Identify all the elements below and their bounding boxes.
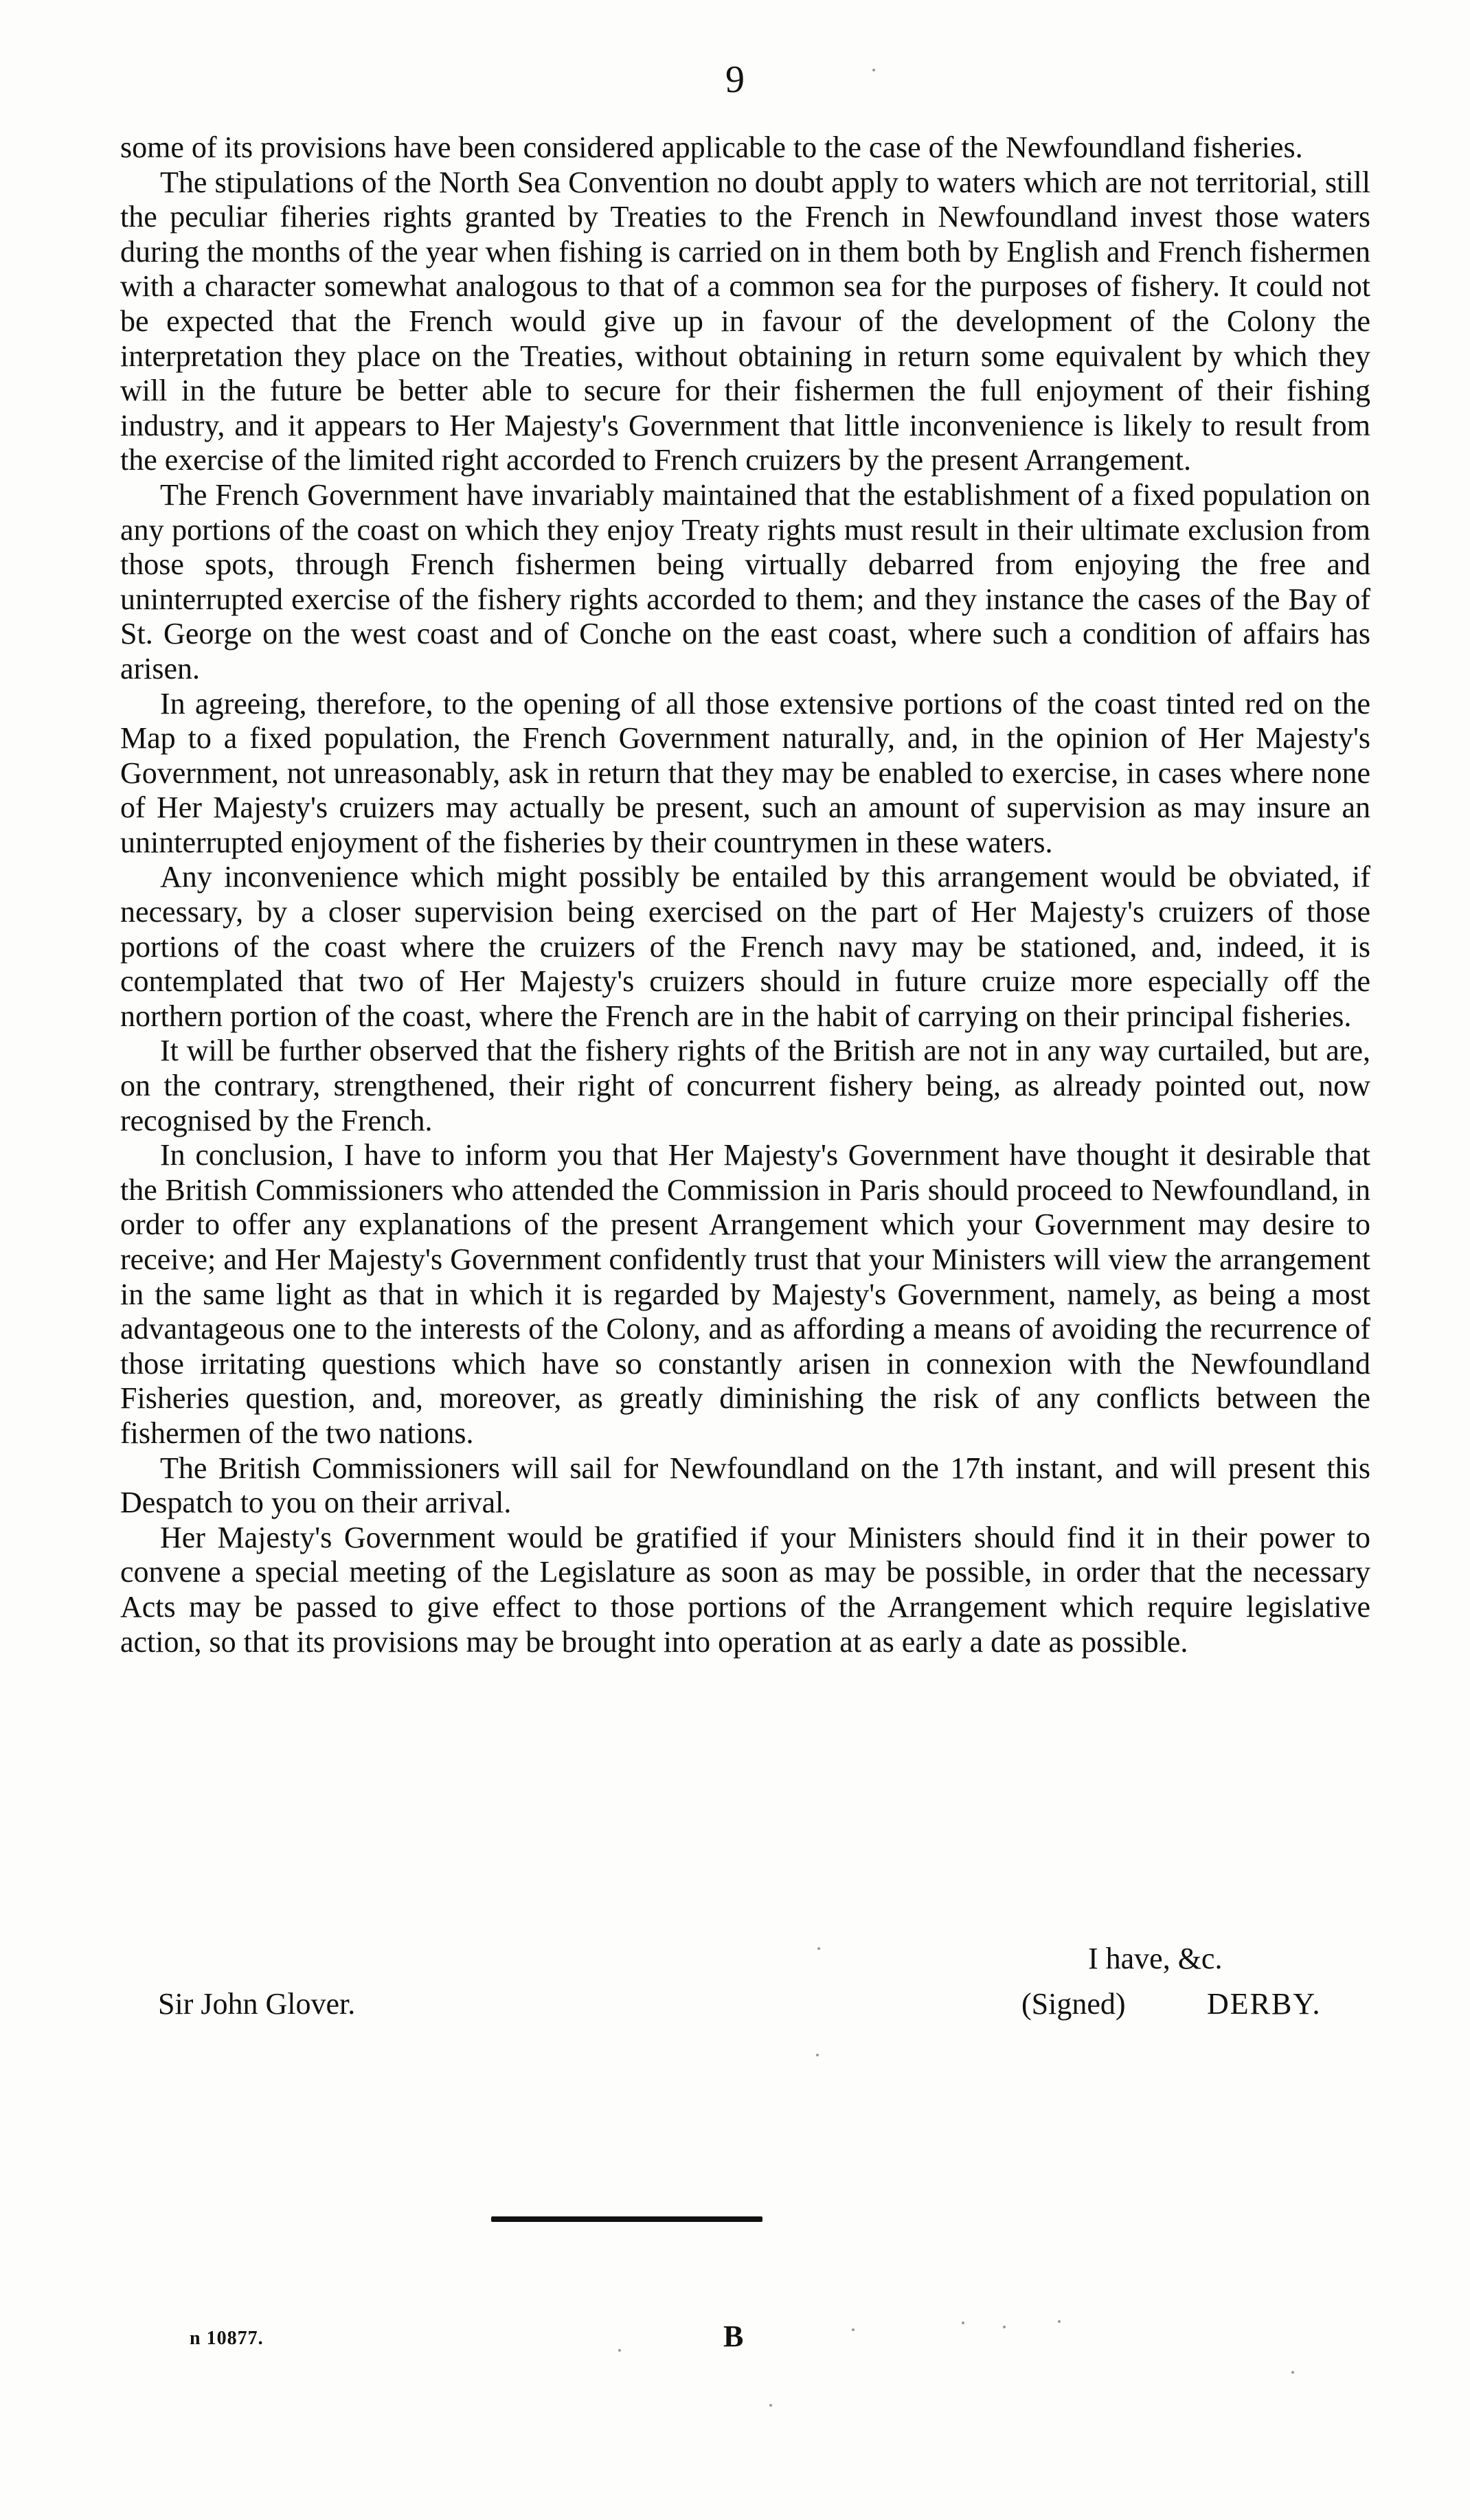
paragraph-agreeing-opening: In agreeing, therefore, to the opening of all those extensive portions of the coast tinted red on the Map to a fixed population, the French Government naturally, and, in the opinion of Her Majesty's Government, not unreasonably, ask in return that they may be enabled to exercise, in cases where none of Her Majesty's cruizers may actually be present, such an amount of supervision as may insure an uninterrupted enjoyment of the fisheries by their countrymen in these waters. [120, 686, 1370, 859]
scan-speck [1058, 2320, 1061, 2323]
page-number: 9 [725, 58, 745, 101]
paragraph-fishery-rights: It will be further observed that the fishery rights of the British are not in any way curtailed, but are, on the contrary, strengthened, their right of concurrent fishery being, as already pointed out, now recognised by the French. [120, 1034, 1370, 1137]
scan-speck [962, 2322, 964, 2324]
paragraph-inconvenience: Any inconvenience which might possibly be entailed by this arrangement would be obviated, if necessary, by a closer supervision being exercised on the part of Her Majesty's cruizers of those portions of the coast where the cruizers of the French navy may be stationed, and, indeed, it is contemplated that two of Her Majesty's cruizers should in future cruize more especially off the northern portion of the coast, where the French are in the habit of carrying on their principal fisheries. [120, 860, 1370, 1033]
scan-speck [1003, 2326, 1006, 2328]
scan-speck [872, 69, 875, 71]
paragraph-conclusion: In conclusion, I have to inform you that Her Majesty's Government have thought it desirable that the British Commissioners who attended the Commission in Paris should proceed to Newfoundland, in order to offer any explanations of the present Arrangement which your Government may desire to receive; and Her Majesty's Government confidently trust that your Ministers will view the arrangement in the same light as that in which it is regarded by Majesty's Government, namely, as being a most advantageous one to the interests of the Colony, and as affording a means of avoiding the recurrence of those irritating questions which have so constantly arisen in connexion with the Newfoundland Fisheries question, and, moreover, as greatly diminishing the risk of any conflicts between the fishermen of the two nations. [120, 1138, 1370, 1450]
paragraph-fixed-population: The French Government have invariably maintained that the establishment of a fixed population on any portions of the coast on which they enjoy Treaty rights must result in their ultimate exclusion from those spots, through French fishermen being virtually debarred from enjoying the free and uninterrupted exercise of the fishery rights accorded to them; and they instance the cases of the Bay of St. George on the west coast and of Conche on the east coast, where such a condition of affairs has arisen. [120, 477, 1370, 685]
paragraph-commissioners-sail: The British Commissioners will sail for Newfoundland on the 17th instant, and will present this Despatch to you on their arrival. [120, 1451, 1370, 1520]
paragraph-legislature: Her Majesty's Government would be gratified if your Ministers should find it in their power to convene a special meeting of the Legislature as soon as may be possible, in order that the necessary Acts may be passed to give effect to those portions of the Arrangement which require legislative action, so that its provisions may be brought into operation at as early a date as possible. [120, 1520, 1370, 1659]
scan-speck [817, 1947, 820, 1950]
closing-rule [491, 2216, 762, 2222]
scan-speck [618, 2349, 621, 2352]
paragraph-continuation: some of its provisions have been considered applicable to the case of the Newfoundland fisheries. [120, 130, 1303, 164]
signatory-name: DERBY. [1207, 1987, 1322, 2021]
scan-speck [1291, 2371, 1294, 2374]
letter-body [120, 130, 1370, 1659]
scan-speck [769, 2404, 772, 2407]
addressee: Sir John Glover. [158, 1987, 356, 2021]
print-reference: n 10877. [190, 2328, 264, 2349]
scan-speck [816, 2054, 819, 2056]
scan-speck [852, 2328, 855, 2331]
closing-line: I have, &c. [1088, 1942, 1223, 1975]
paragraph-north-sea-convention: The stipulations of the North Sea Convention no doubt apply to waters which are not territorial, still the peculiar fiheries rights granted by Treaties to the French in Newfoundland invest those waters during the months of the year when fishing is carried on in them both by English and French fishermen with a character somewhat analogous to that of a common sea for the purposes of fishery. It could not be expected that the French would give up in favour of the development of the Colony the interpretation they place on the Treaties, without obtaining in return some equivalent by which they will in the future be better able to secure for their fishermen the full enjoyment of their fishing industry, and it appears to Her Majesty's Government that little inconvenience is likely to result from the exercise of the limited right accorded to French cruizers by the present Arrangement. [120, 165, 1370, 477]
signature-block [1021, 1986, 1321, 2022]
signed-label: (Signed) [1021, 1987, 1126, 2021]
printer-signature-mark: B [723, 2319, 744, 2353]
